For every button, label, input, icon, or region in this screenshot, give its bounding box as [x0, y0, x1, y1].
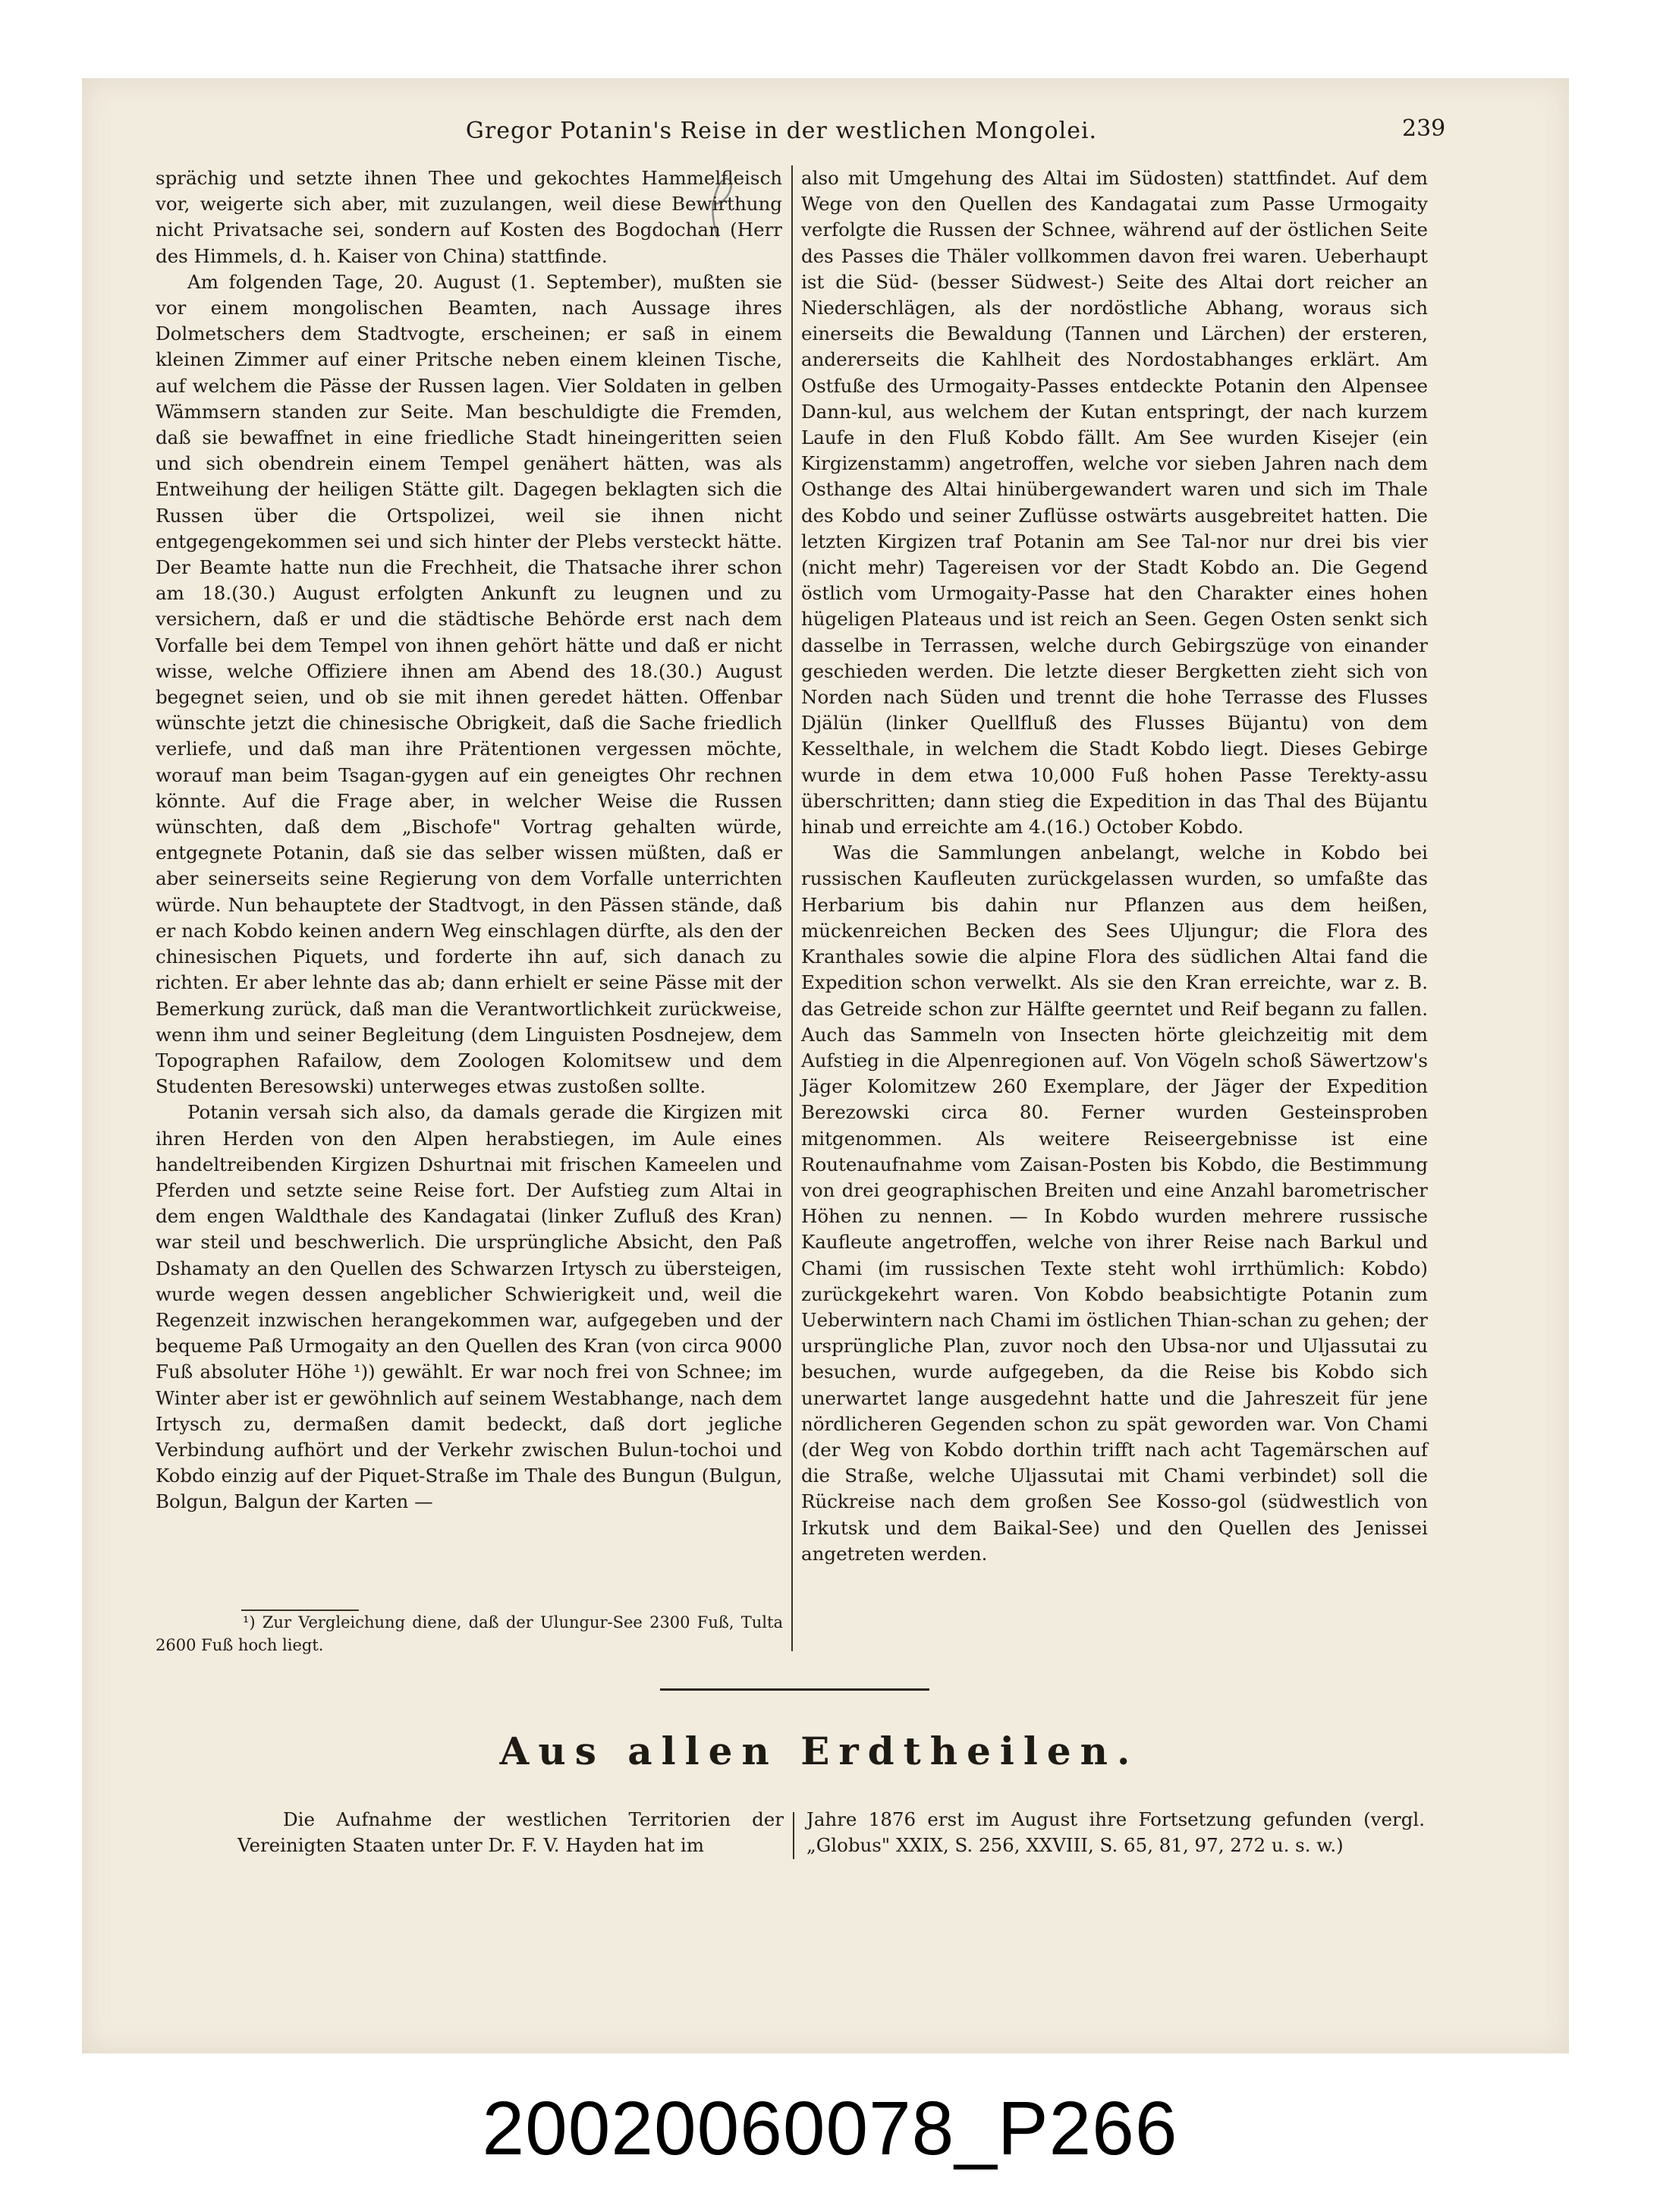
paragraph: Die Aufnahme der westlichen Territorien der Vereinigten Staaten unter Dr. F. V. Hayden hat im: [237, 1808, 784, 1856]
footnote-text: ¹) Zur Vergleichung diene, daß der Ulungur-See 2300 Fuß, Tulta 2600 Fuß hoch liegt.: [156, 1613, 783, 1654]
left-column: [156, 165, 782, 1515]
paragraph: sprächig und setzte ihnen Thee und gekochtes Hammelfleisch vor, weigerte sich aber, mit zuzulangen, weil diese Bewirthung nicht Privatsache sei, sondern auf Kosten des Bogdochan (Herr des Himmels, d. h. Kaiser von China) stattfinde.: [156, 167, 782, 267]
paragraph: Potanin versah sich also, da damals gerade die Kirgizen mit ihren Herden von den Alpen herabstiegen, im Aule eines handeltreibenden Kirgizen Dshurtnai mit frischen Kameelen und Pferden und setzte seine Reise fort. Der Aufstieg zum Altai in dem engen Waldthale des Kandagatai (linker Zufluß des Kran) war steil und beschwerlich. Die ursprüngliche Absicht, den Paß Dshamaty an den Quellen des Schwarzen Irtysch zu übersteigen, wurde wegen dessen angeblicher Schwierigkeit und, weil die Regenzeit inzwischen herangekommen war, aufgegeben und der bequeme Paß Urmogaity an den Quellen des Kran (von circa 9000 Fuß absoluter Höhe ¹)) gewählt. Er war noch frei von Schnee; im Winter aber ist er gewöhnlich auf seinem Westabhange, nach dem Irtysch zu, dermaßen damit bedeckt, daß dort jegliche Verbindung aufhört und der Verkehr zwischen Bulun-tochoi und Kobdo einzig auf der Piquet-Straße im Thale des Bungun (Bulgun, Bolgun, Balgun der Karten —: [156, 1101, 782, 1513]
bottom-column-divider: [793, 1812, 794, 1859]
page-number: 239: [1402, 115, 1446, 142]
right-column: [801, 165, 1428, 1567]
column-divider: [791, 165, 793, 1651]
footnote: [156, 1611, 783, 1657]
scanned-page: [82, 78, 1569, 2053]
image-caption: 20020060078_P266: [482, 2086, 1178, 2171]
paragraph: also mit Umgehung des Altai im Südosten) stattfindet. Auf dem Wege von den Quellen des Kandagatai zum Passe Urmogaity verfolgte die Russen der Schnee, während auf der östlichen Seite des Passes die Thäler vollkommen davon frei waren. Ueberhaupt ist die Süd- (besser Südwest-) Seite des Altai dort reicher an Niederschlägen, als der nordöstliche Abhang, woraus sich einerseits die Bewaldung (Tannen und Lärchen) der ersteren, andererseits die Kahlheit des Nordostabhanges erklärt. Am Ostfuße des Urmogaity-Passes entdeckte Potanin den Alpensee Dann-kul, aus welchem der Kutan entspringt, der nach kurzem Laufe in den Fluß Kobdo fällt. Am See wurden Kisejer (ein Kirgizenstamm) angetroffen, welche vor sieben Jahren nach dem Osthange des Altai hinübergewandert waren und sich im Thale des Kobdo und seiner Zuflüsse ostwärts ausgebreitet hatten. Die letzten Kirgizen traf Potanin am See Tal-nor nur drei bis vier (nicht mehr) Tagereisen vor der Stadt Kobdo an. Die Gegend östlich vom Urmogaity-Passe hat den Charakter eines hohen hügeligen Plateaus und ist reich an Seen. Gegen Osten senkt sich dasselbe in Terrassen, welche durch Gebirgszüge von einander geschieden werden. Die letzte dieser Bergketten zieht sich von Norden nach Süden und trennt die hohe Terrasse des Flusses Djälün (linker Quellfluß des Flusses Büjantu) von dem Kesselthale, in welchem die Stadt Kobdo liegt. Dieses Gebirge wurde in dem etwa 10,000 Fuß hohen Passe Terekty-assu überschritten; dann stieg die Expedition in das Thal des Büjantu hinab und erreichte am 4.(16.) October Kobdo.: [801, 167, 1428, 839]
section-title: Aus allen Erdtheilen.: [499, 1729, 1140, 1773]
section-rule: [660, 1688, 929, 1691]
paragraph: Am folgenden Tage, 20. August (1. September), mußten sie vor einem mongolischen Beamten, nach Aussage ihres Dolmetschers dem Stadtvogte, erscheinen; er saß in einem kleinen Zimmer auf einer Pritsche neben einem kleinen Tische, auf welchem die Pässe der Russen lagen. Vier Soldaten in gelben Wämmsern standen zur Seite. Man beschuldigte die Fremden, daß sie bewaffnet in eine friedliche Stadt hineingeritten seien und sich obendrein einem Tempel genähert hätten, was als Entweihung der heiligen Stätte gilt. Dagegen beklagten sich die Russen über die Ortspolizei, weil sie ihnen nicht entgegengekommen sei und sich hinter der Plebs versteckt hätte. Der Beamte hatte nun die Frechheit, die Thatsache ihrer schon am 18.(30.) August erfolgten Ankunft zu leugnen und zu versichern, daß er und die städtische Behörde erst nach dem Vorfalle bei dem Tempel von ihnen gehört hätte und daß er nicht wisse, welche Offiziere ihnen am Abend des 18.(30.) August begegnet seien, und ob sie mit ihnen geredet hätten. Offenbar wünschte jetzt die chinesische Obrigkeit, daß die Sache friedlich verliefe, und daß man ihre Prätentionen vergessen möchte, worauf man beim Tsagan-gygen auf ein geneigtes Ohr rechnen könnte. Auf die Frage aber, in welcher Weise die Russen wünschten, daß dem „Bischofe" Vortrag gehalten würde, entgegnete Potanin, daß sie das selber wissen müßten, daß er aber seinerseits seine Regierung von dem Vorfalle unterrichten würde. Nun behauptete der Stadtvogt, in den Pässen stände, daß er nach Kobdo keinen andern Weg einschlagen dürfte, als den der chinesischen Piquets, und forderte ihn auf, sich danach zu richten. Er aber lehnte das ab; dann erhielt er seine Pässe mit der Bemerkung zurück, daß man die Verantwortlichkeit zurückweise, wenn ihm und seiner Begleitung (dem Linguisten Posdnejew, dem Topographen Rafailow, dem Zoologen Kolomitsew und dem Studenten Beresowski) unterweges etwas zustoßen sollte.: [156, 270, 782, 1098]
bottom-right-column: [806, 1807, 1425, 1858]
bottom-left-column: [237, 1807, 784, 1858]
paragraph: Jahre 1876 erst im August ihre Fortsetzung gefunden (vergl. „Globus" XXIX, S. 256, XXVIII, S. 65, 81, 97, 272 u. s. w.): [806, 1808, 1425, 1856]
running-header-title: Gregor Potanin's Reise in der westlichen Mongolei.: [465, 118, 1098, 144]
paragraph: Was die Sammlungen anbelangt, welche in Kobdo bei russischen Kaufleuten zurückgelassen wurden, so umfaßte das Herbarium bis dahin nur Pflanzen aus dem heißen, mückenreichen Becken des Sees Uljungur; die Flora des Kranthales sowie die alpine Flora des südlichen Altai fand die Expedition schon verwelkt. Als sie den Kran erreichte, war z. B. das Getreide schon zur Hälfte geerntet und Reif begann zu fallen. Auch das Sammeln von Insecten hörte gleichzeitig mit dem Aufstieg in die Alpenregionen auf. Von Vögeln schoß Säwertzow's Jäger Kolomitzew 260 Exemplare, der Jäger der Expedition Berezowski circa 80. Ferner wurden Gesteinsproben mitgenommen. Als weitere Reiseergebnisse ist eine Routenaufnahme vom Zaisan-Posten bis Kobdo, die Bestimmung von drei geographischen Breiten und eine Anzahl barometrischer Höhen zu nennen. — In Kobdo wurden mehrere russische Kaufleute angetroffen, welche von ihrer Reise nach Barkul und Chami (im russischen Texte steht wohl irrthümlich: Kobdo) zurückgekehrt waren. Von Kobdo beabsichtigte Potanin zum Ueberwintern nach Chami im östlichen Thian-schan zu gehen; der ursprüngliche Plan, zuvor noch den Ubsa-nor und Uljassutai zu besuchen, wurde aufgegeben, da die Reise bis Kobdo sich unerwartet lange ausgedehnt hatte und die Jahreszeit für jene nördlicheren Gegenden schon zu spät geworden war. Von Chami (der Weg von Kobdo dorthin trifft nach acht Tagemärschen auf die Straße, welche Uljassutai mit Chami verbindet) soll die Rückreise nach dem großen See Kosso-gol (südwestlich von Irkutsk und dem Baikal-See) und den Quellen des Jenissei angetreten werden.: [801, 842, 1428, 1565]
